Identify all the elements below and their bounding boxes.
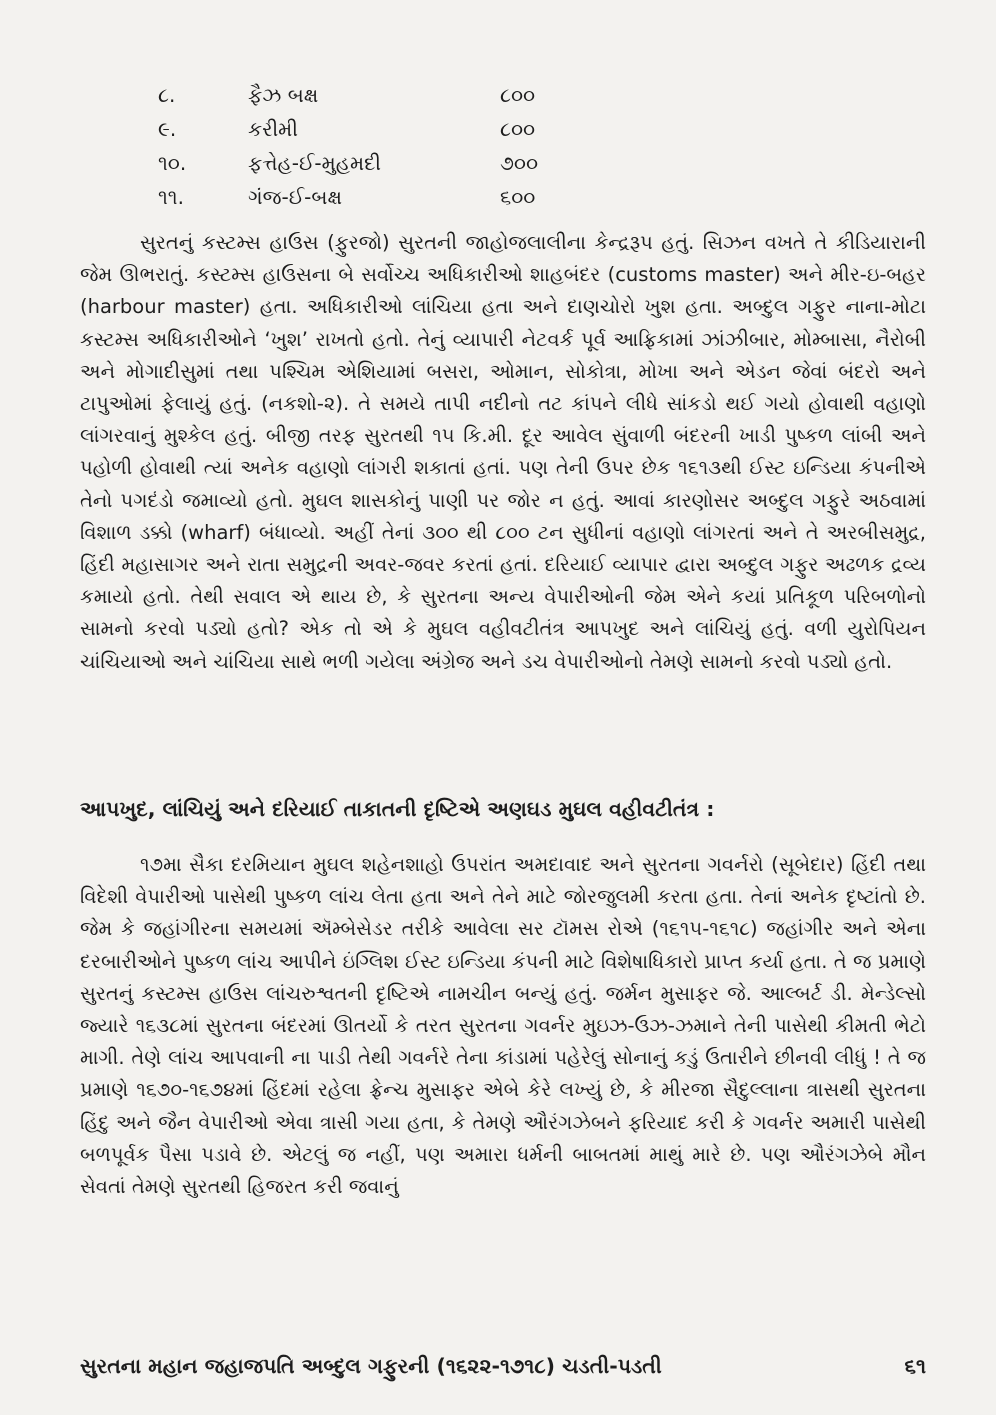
list-item-value: ૬૦૦	[500, 185, 536, 209]
running-title: સુરતના મહાન જહાજપતિ અબ્દુલ ગફુરની (૧૬૨૨-૧૭૧૮) ચડતી-પડતી	[80, 1354, 662, 1378]
list-item-number: ૧૧.	[158, 185, 184, 209]
page-footer	[80, 1354, 926, 1379]
list-item-name: ગંજ-ઈ-બક્ષ	[248, 185, 342, 209]
list-item	[158, 180, 580, 214]
list-item	[158, 112, 580, 146]
page-number: ૬૧	[904, 1354, 926, 1378]
list-item-number: ૯.	[158, 117, 177, 141]
section-heading: આપખુદ, લાંચિયું અને દરિયાઈ તાકાતની દૃષ્ટિએ અણઘડ મુઘલ વહીવટીતંત્ર :	[80, 797, 715, 821]
ship-list	[158, 78, 580, 214]
list-item-value: ૮૦૦	[500, 83, 536, 107]
list-item	[158, 78, 580, 112]
list-item-number: ૮.	[158, 83, 176, 107]
list-item-name: ફૈઝ બક્ષ	[248, 83, 319, 107]
list-item-name: ફત્તેહ-ઈ-મુહમદી	[248, 151, 382, 175]
list-item-number: ૧૦.	[158, 151, 187, 175]
list-item-value: ૮૦૦	[500, 117, 536, 141]
paragraph-text: સુરતનું કસ્ટમ્સ હાઉસ (ફુરજો) સુરતની જાહોજલાલીના કેન્દ્રરૂપ હતું. સિઝન વખતે તે કીડિયારાની જેમ ઊભરાતું. કસ્ટમ્સ હાઉસના બે સર્વોચ્ચ અધિકારીઓ શાહબંદર (customs master) અને મીર-ઇ-બહર (harbour master) હતા. અધિકારીઓ લાંચિયા હતા અને દાણચોરો ખુશ હતા. અબ્દુલ ગફુર નાના-મોટા કસ્ટમ્સ અધિકારીઓને ‘ખુશ’ રાખતો હતો. તેનું વ્યાપારી નેટવર્ક પૂર્વ આફ્રિકામાં ઝાંઝીબાર, મોમ્બાસા, નૈરોબી અને મોગાદીસુમાં તથા પશ્ચિમ એશિયામાં બસરા, ઓમાન, સોકોત્રા, મોખા અને એડન જેવાં બંદરો અને ટાપુઓમાં ફેલાયું હતું. (નકશો-૨). તે સમયે તાપી નદીનો તટ કાંપને લીધે સાંકડો થઈ ગયો હોવાથી વહાણો લાંગરવાનું મુશ્કેલ હતું. બીજી તરફ સુરતથી ૧૫ કિ.મી. દૂર આવેલ સુંવાળી બંદરની ખાડી પુષ્કળ લાંબી અને પહોળી હોવાથી ત્યાં અનેક વહાણો લાંગરી શકાતાં હતાં. પણ તેની ઉપર છેક ૧૬૧૩થી ઈસ્ટ ઇન્ડિયા કંપનીએ તેનો પગદંડો જમાવ્યો હતો. મુઘલ શાસકોનું પાણી પર જોર ન હતું. આવાં કારણોસર અબ્દુલ ગફુરે અઠવામાં વિશાળ ડક્કો (wharf) બંધાવ્યો. અહીં તેનાં ૩૦૦ થી ૮૦૦ ટન સુધીનાં વહાણો લાંગરતાં અને તે અરબીસમુદ્ર, હિંદી મહાસાગર અને રાતા સમુદ્રની અવર-જવર કરતાં હતાં. દરિયાઈ વ્યાપાર દ્વારા અબ્દુલ ગફુર અઢળક દ્રવ્ય કમાયો હતો. તેથી સવાલ એ થાય છે, કે સુરતના અન્ય વેપારીઓની જેમ એને કયાં પ્રતિકૂળ પરિબળોનો સામનો કરવો પડ્યો હતો? એક તો એ કે મુઘલ વહીવટીતંત્ર આપખુદ અને લાંચિયું હતું. વળી યુરોપિયન ચાંચિયાઓ અને ચાંચિયા સાથે ભળી ગયેલા અંગ્રેજ અને ડચ વેપારીઓનો તેમણે સામનો કરવો પડ્યો હતો.	[80, 231, 926, 673]
list-item	[158, 146, 580, 180]
body-paragraph	[80, 849, 926, 1203]
list-item-value: ૭૦૦	[500, 151, 538, 175]
body-paragraph	[80, 227, 926, 678]
paragraph-text: ૧૭મા સૈકા દરમિયાન મુઘલ શહેનશાહો ઉપરાંત અમદાવાદ અને સુરતના ગવર્નરો (સૂબેદાર) હિંદી તથા વિદેશી વેપારીઓ પાસેથી પુષ્કળ લાંચ લેતા હતા અને તેને માટે જોરજુલમી કરતા હતા. તેનાં અનેક દૃષ્ટાંતો છે. જેમ કે જહાંગીરના સમયમાં ઍમ્બેસેડર તરીકે આવેલા સર ટૉમસ રોએ (૧૬૧૫-૧૬૧૮) જહાંગીર અને એના દરબારીઓને પુષ્કળ લાંચ આપીને ઇંગ્લિશ ઈસ્ટ ઇન્ડિયા કંપની માટે વિશેષાધિકારો પ્રાપ્ત કર્યા હતા. તે જ પ્રમાણે સુરતનું કસ્ટમ્સ હાઉસ લાંચરુશ્વતની દૃષ્ટિએ નામચીન બન્યું હતું. જર્મન મુસાફર જે. આલ્બર્ટ ડી. મેન્ડેલ્સો જ્યારે ૧૬૩૮માં સુરતના બંદરમાં ઊતર્યો કે તરત સુરતના ગવર્નર મુઇઝ-ઉઝ-ઝમાને તેની પાસેથી કીમતી ભેટો માગી. તેણે લાંચ આપવાની ના પાડી તેથી ગવર્નરે તેના કાંડામાં પહેરેલું સોનાનું કડું ઉતારીને છીનવી લીધું ! તે જ પ્રમાણે ૧૬૭૦-૧૬૭૪માં હિંદમાં રહેલા ફ્રેન્ચ મુસાફર એબે કેરે લખ્યું છે, કે મીરજા સૈદુલ્લાના ત્રાસથી સુરતના હિંદુ અને જૈન વેપારીઓ એવા ત્રાસી ગયા હતા, કે તેમણે ઔરંગઝેબને ફરિયાદ કરી કે ગવર્નર અમારી પાસેથી બળપૂર્વક પૈસા પડાવે છે. એટલું જ નહીં, પણ અમારા ધર્મની બાબતમાં માથું મારે છે. પણ ઔરંગઝેબે મૌન સેવતાં તેમણે સુરતથી હિજરત કરી જવાનું	[80, 853, 926, 1199]
list-item-name: કરીમી	[248, 117, 299, 141]
